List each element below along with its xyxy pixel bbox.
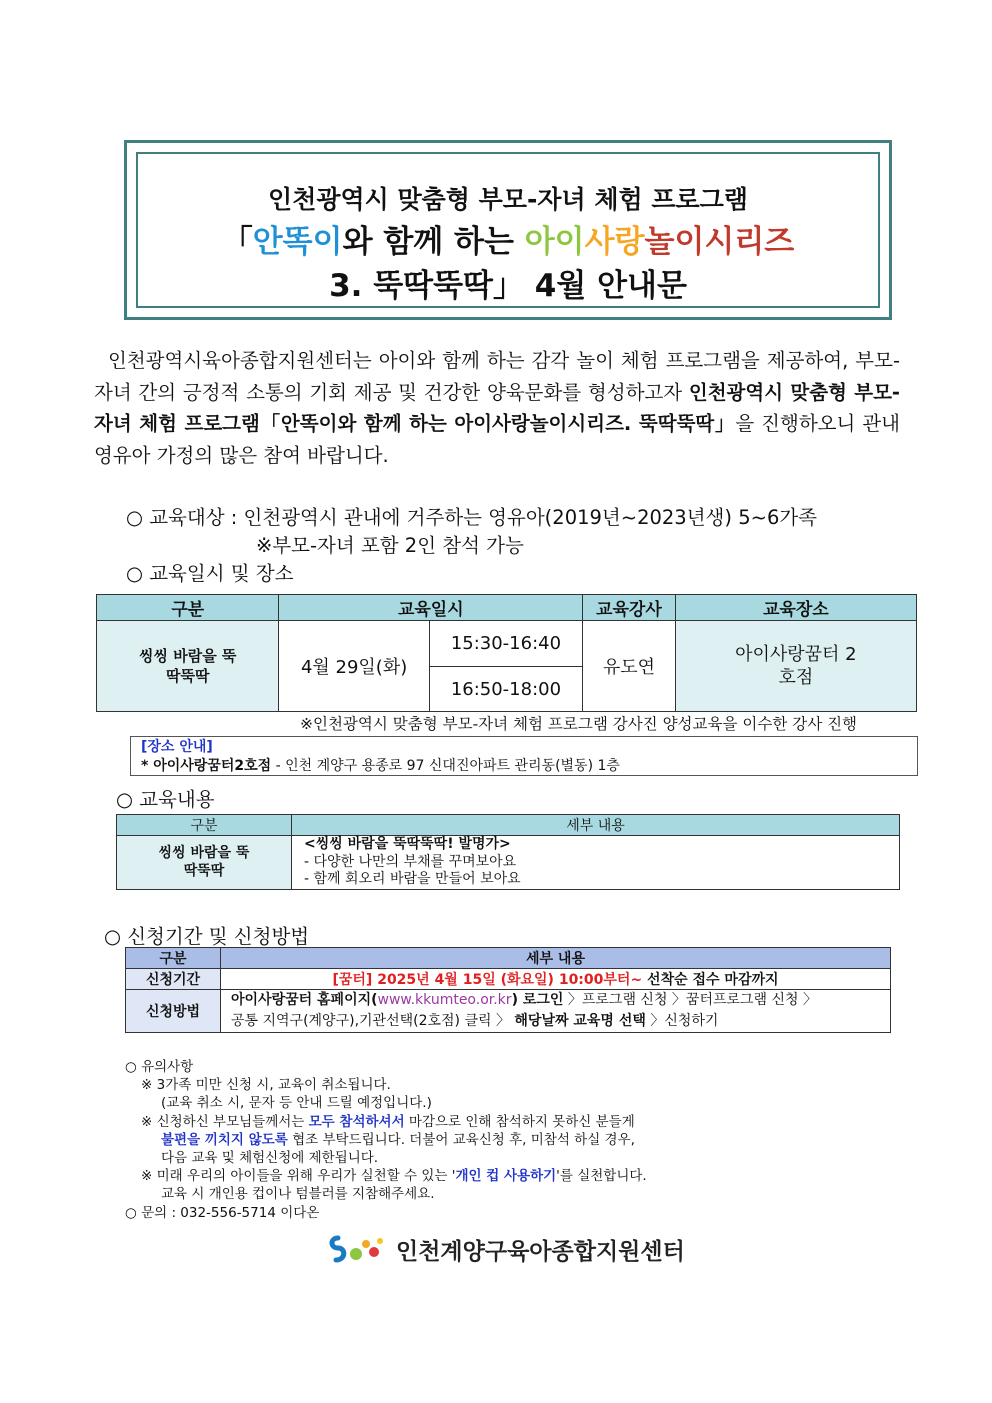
schedule-date: 4월 29일(화): [279, 621, 429, 712]
target-note: ※부모-자녀 포함 2인 참석 가능: [256, 534, 524, 557]
bracket-open: 「: [221, 224, 253, 260]
note-2-blue: 모두 참석하셔서: [308, 1113, 405, 1130]
schedule-header-category: 구분: [97, 595, 279, 621]
content-title: <씽씽 바람을 뚝딱뚝딱! 발명가>: [304, 836, 511, 852]
schedule-category: [97, 621, 279, 712]
note-2b-text: 마감으로 인해 참석하지 못하신 분들게: [404, 1113, 635, 1130]
content-item-1: - 다양한 나만의 부채를 꾸며보아요: [304, 853, 517, 870]
schedule-place-text: 아이사랑꿈터 2호점: [735, 644, 857, 688]
schedule-instructor: 유도연: [583, 621, 676, 712]
center-logo-icon: [328, 1232, 388, 1266]
notes-section: [125, 1058, 765, 1222]
apply-method-b: ) 로그인: [511, 992, 564, 1008]
schedule-header-date: 교육일시: [279, 595, 583, 621]
apply-heading: ○ 신청기간 및 신청방법: [104, 925, 310, 948]
title-box: [124, 140, 892, 320]
place-info-line: [141, 757, 907, 776]
place-info-label: [장소 안내]: [141, 739, 213, 755]
rainbow-4: 시리즈: [704, 224, 795, 260]
title-line-1: 인천광역시 맞춤형 부모-자녀 체험 프로그램: [268, 185, 748, 214]
note-2-blue-2: 불편을 끼치지 않도록: [161, 1131, 288, 1148]
note-2a-text: ※ 신청하신 부모님들께서는: [141, 1113, 309, 1130]
intro-bold: 인천광역시 맞춤형 부모-자녀 체험 프로그램「안똑이와 함께 하는 아이사랑놀이시리즈. 뚝딱뚝딱」: [94, 380, 901, 435]
rainbow-1: 아이: [524, 224, 585, 260]
rainbow-2: 사랑: [584, 224, 645, 260]
note-3a: [125, 1167, 765, 1185]
title-mid-text: 와 함께 하는: [342, 224, 525, 260]
apply-period: [221, 969, 891, 990]
intro-paragraph: [94, 345, 900, 471]
schedule-note: ※인천광역시 맞춤형 부모-자녀 체험 프로그램 강사진 양성교육을 이수한 강사 진행: [300, 715, 858, 733]
content-detail: [292, 836, 900, 890]
note-3a-text: ※ 미래 우리의 아이들을 위해 우리가 실천할 수 있는 ': [141, 1168, 456, 1185]
apply-method: [221, 990, 891, 1033]
place-info-text: - 인천 계양구 용종로 97 신대진아파트 관리동(별동) 1층: [271, 758, 620, 774]
schedule-heading: ○ 교육일시 및 장소: [126, 562, 294, 585]
place-info-bold: * 아이사랑꿈터2호점: [141, 758, 272, 774]
note-2d: 다음 교육 및 체험신청에 제한됩니다.: [161, 1150, 379, 1167]
note-3c: 교육 시 개인용 컵이나 텀블러를 지참해주세요.: [161, 1186, 435, 1203]
apply-method-label: 신청방법: [126, 990, 221, 1033]
content-header-category: 구분: [117, 815, 292, 836]
title-inner-border: [136, 152, 880, 308]
schedule-header-instructor: 교육강사: [583, 595, 676, 621]
content-heading: ○ 교육내용: [116, 788, 215, 811]
target-line: ○ 교육대상 : 인천광역시 관내에 거주하는 영유아(2019년~2023년생) 5~6가족: [126, 506, 818, 529]
apply-period-black: 선착순 접수 마감까지: [642, 972, 779, 988]
notes-heading: ○ 유의사항: [125, 1059, 194, 1075]
content-item-2: - 함께 회오리 바람을 만들어 보아요: [304, 871, 521, 887]
content-table: [116, 814, 900, 890]
note-3-blue: 개인 컵 사용하기: [455, 1168, 557, 1185]
schedule-category-text: 씽씽 바람을 뚝딱뚝딱: [139, 647, 237, 685]
content-category-text: 씽씽 바람을 뚝딱뚝딱: [158, 845, 250, 880]
apply-method-f: 〉신청하기: [645, 1013, 719, 1029]
schedule-place: [675, 621, 916, 712]
note-3b-text: '를 실천합니다.: [556, 1168, 647, 1185]
title-blue-text: 안똑이: [252, 224, 343, 260]
apply-method-e: 해당날짜 교육명 선택: [514, 1013, 646, 1029]
schedule-time-1: 15:30-16:40: [429, 621, 582, 667]
center-logo-text: 인천계양구육아종합지원센터: [396, 1238, 685, 1265]
intro-part-1: 인천광역시육아종합지원센터는 아이와 함께 하는 감각 놀이 체험 프로그램을 제공하여, 부모-자녀 간의 긍정적 소통의 기회 제공 및 건강한 양육문화를 형성하고자: [94, 349, 900, 404]
title-line-2: [138, 216, 878, 261]
content-category: [117, 836, 292, 890]
apply-method-a: 아이사랑꿈터 홈페이지(: [231, 992, 378, 1008]
schedule-header-place: 교육장소: [675, 595, 916, 621]
apply-method-line-1: [231, 990, 890, 1011]
schedule-table: [96, 594, 917, 712]
apply-method-d: 공통 지역구(계양구),기관선택(2호점) 클릭 〉: [231, 1013, 510, 1029]
apply-header-detail: 세부 내용: [221, 948, 891, 969]
note-2b: [125, 1131, 765, 1149]
rainbow-3: 놀이: [644, 224, 705, 260]
apply-method-line-2: [231, 1011, 890, 1032]
note-2a: [125, 1113, 765, 1131]
contact-line: ○ 문의 : 032-556-5714 이다온: [125, 1204, 320, 1221]
apply-method-c: 〉프로그램 신청 〉꿈터프로그램 신청 〉: [563, 992, 818, 1008]
intro-part-2: 을 진행하오니 관내 영유아 가정의 많은 참여 바랍니다.: [94, 412, 901, 467]
note-2c-text: 협조 부탁드립니다. 더불어 교육신청 후, 미참석 하실 경우,: [287, 1131, 635, 1148]
place-info-box: [130, 736, 918, 776]
apply-table: [125, 947, 891, 1033]
homepage-link[interactable]: www.kkumteo.or.kr: [377, 992, 512, 1008]
apply-header-category: 구분: [126, 948, 221, 969]
schedule-time-2: 16:50-18:00: [429, 667, 582, 712]
center-logo: [328, 1232, 685, 1266]
content-header-detail: 세부 내용: [292, 815, 900, 836]
apply-period-label: 신청기간: [126, 969, 221, 990]
title-line-3: 3. 뚝딱뚝딱」 4월 안내문: [329, 268, 687, 304]
apply-period-red: [꿈터] 2025년 4월 15일 (화요일) 10:00부터~: [332, 972, 643, 988]
note-1b: (교육 취소 시, 문자 등 안내 드릴 예정입니다.): [161, 1095, 432, 1112]
note-1a: ※ 3가족 미만 신청 시, 교육이 취소됩니다.: [141, 1077, 391, 1094]
